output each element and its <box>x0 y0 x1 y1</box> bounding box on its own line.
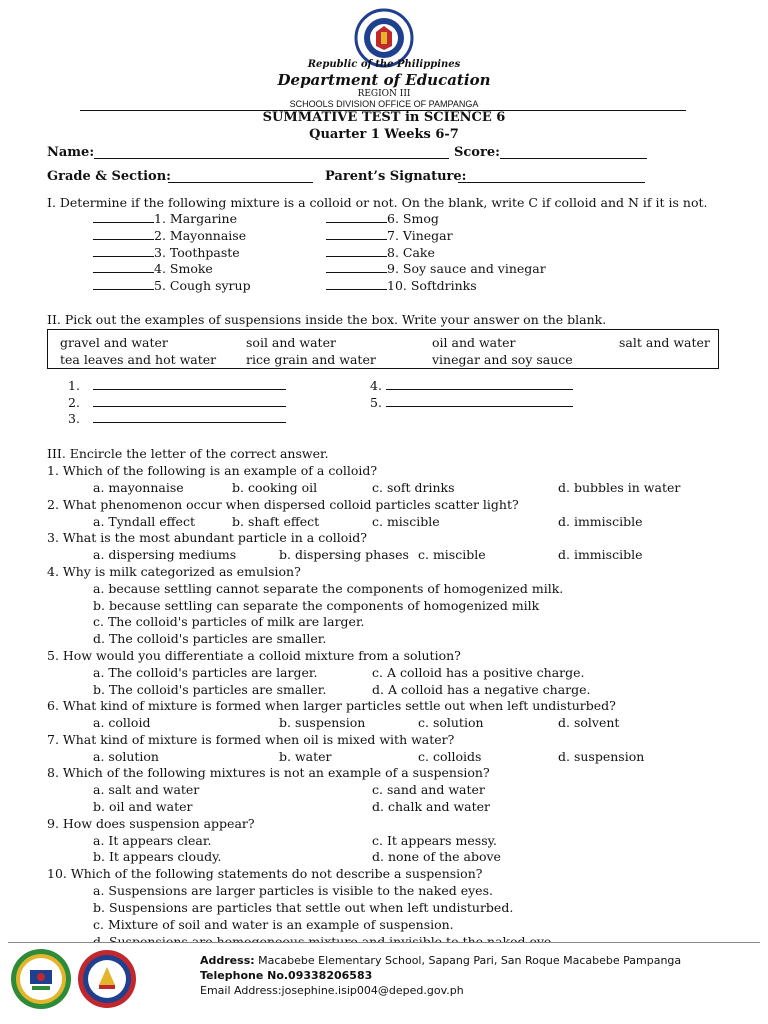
option[interactable]: c. colloids <box>418 749 482 764</box>
part2-blank-row: 3. <box>68 411 286 428</box>
part1-item: 7. Vinegar <box>326 228 546 245</box>
option[interactable]: d. solvent <box>558 715 620 730</box>
option[interactable]: a. The colloid's particles are larger. <box>93 665 318 680</box>
answer-blank[interactable] <box>93 245 154 257</box>
option[interactable]: b. dispersing phases <box>279 547 409 562</box>
question-3: 3. What is the most abundant particle in a colloid? <box>47 530 367 545</box>
question-9: 9. How does suspension appear? <box>47 816 255 831</box>
option[interactable]: d. none of the above <box>372 849 501 864</box>
part2-left-blanks <box>68 378 286 428</box>
test-title: SUMMATIVE TEST in SCIENCE 6 <box>262 110 506 125</box>
score-label: Score: <box>454 145 500 160</box>
parent-signature-label: Parent’s Signature: <box>325 169 467 184</box>
option[interactable]: d. bubbles in water <box>558 480 681 495</box>
option[interactable]: c. The colloid's particles of milk are larger. <box>93 614 365 629</box>
option[interactable]: b. Suspensions are particles that settle out when left undisturbed. <box>93 900 514 915</box>
answer-blank[interactable] <box>93 228 154 240</box>
grade-section-label: Grade & Section: <box>47 169 171 184</box>
answer-blank[interactable] <box>93 261 154 273</box>
option[interactable]: c. miscible <box>418 547 486 562</box>
option[interactable]: b. water <box>279 749 332 764</box>
address-text: Macabebe Elementary School, Sapang Pari, San Roque Macabebe Pampanga <box>254 954 682 967</box>
republic-line: Republic of the Philippines <box>307 59 461 70</box>
answer-blank[interactable] <box>326 211 387 223</box>
option[interactable]: d. chalk and water <box>372 799 491 814</box>
option[interactable]: a. Tyndall effect <box>93 514 195 529</box>
score-field[interactable] <box>500 146 647 159</box>
part1-item: 10. Softdrinks <box>326 278 546 295</box>
deped-school-seal-logo <box>10 948 72 1010</box>
parent-signature-field[interactable] <box>458 170 645 183</box>
option[interactable]: d. immiscible <box>558 514 643 529</box>
part3-instruction: III. Encircle the letter of the correct answer. <box>47 446 329 461</box>
option[interactable]: c. solution <box>418 715 484 730</box>
answer-blank[interactable] <box>326 228 387 240</box>
department-line: Department of Education <box>277 71 491 89</box>
option[interactable]: a. solution <box>93 749 159 764</box>
question-4: 4. Why is milk categorized as emulsion? <box>47 564 301 579</box>
answer-blank[interactable] <box>326 245 387 257</box>
box-choice: rice grain and water <box>246 352 376 367</box>
part2-blank-row: 1. <box>68 378 286 395</box>
option[interactable]: c. sand and water <box>372 782 485 797</box>
answer-blank[interactable] <box>326 261 387 273</box>
option[interactable]: b. suspension <box>279 715 366 730</box>
box-choice: salt and water <box>619 335 710 350</box>
part2-blank-row: 2. <box>68 395 286 412</box>
division-line: SCHOOLS DIVISION OFFICE OF PAMPANGA <box>289 99 479 109</box>
option[interactable]: c. soft drinks <box>372 480 455 495</box>
region-line: REGION III <box>357 89 411 99</box>
question-7: 7. What kind of mixture is formed when oil is mixed with water? <box>47 732 455 747</box>
option[interactable]: a. because settling cannot separate the components of homogenized milk. <box>93 581 564 596</box>
answer-blank[interactable] <box>326 278 387 290</box>
option[interactable]: b. because settling can separate the components of homogenized milk <box>93 598 540 613</box>
address-label: Address: <box>200 954 255 967</box>
part1-item: 6. Smog <box>326 211 546 228</box>
grade-section-field[interactable] <box>168 170 313 183</box>
option[interactable]: a. mayonnaise <box>93 480 184 495</box>
question-8: 8. Which of the following mixtures is not an example of a suspension? <box>47 765 490 780</box>
part1-item: 2. Mayonnaise <box>93 228 251 245</box>
box-choice: gravel and water <box>60 335 168 350</box>
box-choice: soil and water <box>246 335 336 350</box>
option[interactable]: c. A colloid has a positive charge. <box>372 665 585 680</box>
test-subtitle: Quarter 1 Weeks 6-7 <box>309 127 459 142</box>
part2-blank-row: 5. <box>370 395 573 412</box>
part1-item: 4. Smoke <box>93 261 251 278</box>
answer-blank[interactable] <box>386 395 573 407</box>
question-6: 6. What kind of mixture is formed when larger particles settle out when left undisturbed? <box>47 698 616 713</box>
option[interactable]: b. The colloid's particles are smaller. <box>93 682 327 697</box>
part1-item: 8. Cake <box>326 245 546 262</box>
answer-blank[interactable] <box>386 378 573 390</box>
box-choice: oil and water <box>432 335 516 350</box>
option[interactable]: d. immiscible <box>558 547 643 562</box>
question-1: 1. Which of the following is an example of a colloid? <box>47 463 378 478</box>
part1-left-list <box>93 211 251 295</box>
option[interactable]: a. Suspensions are larger particles is visible to the naked eyes. <box>93 883 493 898</box>
part2-right-blanks <box>370 378 573 411</box>
part2-instruction: II. Pick out the examples of suspensions inside the box. Write your answer on the blank. <box>47 312 607 327</box>
option[interactable]: b. oil and water <box>93 799 193 814</box>
footer-address <box>200 954 681 967</box>
option[interactable]: b. shaft effect <box>232 514 320 529</box>
footer-divider <box>8 942 760 943</box>
option[interactable]: c. Mixture of soil and water is an example of suspension. <box>93 917 454 932</box>
footer-telephone: Telephone No.09338206583 <box>200 969 373 982</box>
option[interactable]: c. It appears messy. <box>372 833 498 848</box>
box-choice: tea leaves and hot water <box>60 352 217 367</box>
option[interactable]: d. A colloid has a negative charge. <box>372 682 591 697</box>
option[interactable]: b. cooking oil <box>232 480 318 495</box>
answer-blank[interactable] <box>93 411 286 423</box>
option[interactable]: d. The colloid's particles are smaller. <box>93 631 327 646</box>
option[interactable]: c. miscible <box>372 514 440 529</box>
macabebe-school-seal-logo <box>77 949 137 1009</box>
option[interactable]: a. dispersing mediums <box>93 547 237 562</box>
answer-blank[interactable] <box>93 211 154 223</box>
option[interactable]: a. salt and water <box>93 782 200 797</box>
question-5: 5. How would you differentiate a colloid mixture from a solution? <box>47 648 461 663</box>
answer-blank[interactable] <box>93 395 286 407</box>
part1-right-list <box>326 211 546 295</box>
name-field[interactable] <box>94 146 449 159</box>
question-10: 10. Which of the following statements do not describe a suspension? <box>47 866 483 881</box>
part1-instruction: I. Determine if the following mixture is a colloid or not. On the blank, write C if colloid and N if it is not. <box>47 195 708 210</box>
part1-item: 5. Cough syrup <box>93 278 251 295</box>
part1-item: 3. Toothpaste <box>93 245 251 262</box>
part1-item: 1. Margarine <box>93 211 251 228</box>
part1-item: 9. Soy sauce and vinegar <box>326 261 546 278</box>
question-2: 2. What phenomenon occur when dispersed colloid particles scatter light? <box>47 497 519 512</box>
name-label: Name: <box>47 145 95 160</box>
answer-blank[interactable] <box>93 378 286 390</box>
option[interactable]: d. suspension <box>558 749 645 764</box>
option[interactable]: a. It appears clear. <box>93 833 212 848</box>
footer-email: Email Address:josephine.isip004@deped.gov.ph <box>200 984 464 997</box>
answer-blank[interactable] <box>93 278 154 290</box>
option[interactable]: b. It appears cloudy. <box>93 849 222 864</box>
part2-blank-row: 4. <box>370 378 573 395</box>
box-choice: vinegar and soy sauce <box>432 352 573 367</box>
option[interactable]: a. colloid <box>93 715 151 730</box>
